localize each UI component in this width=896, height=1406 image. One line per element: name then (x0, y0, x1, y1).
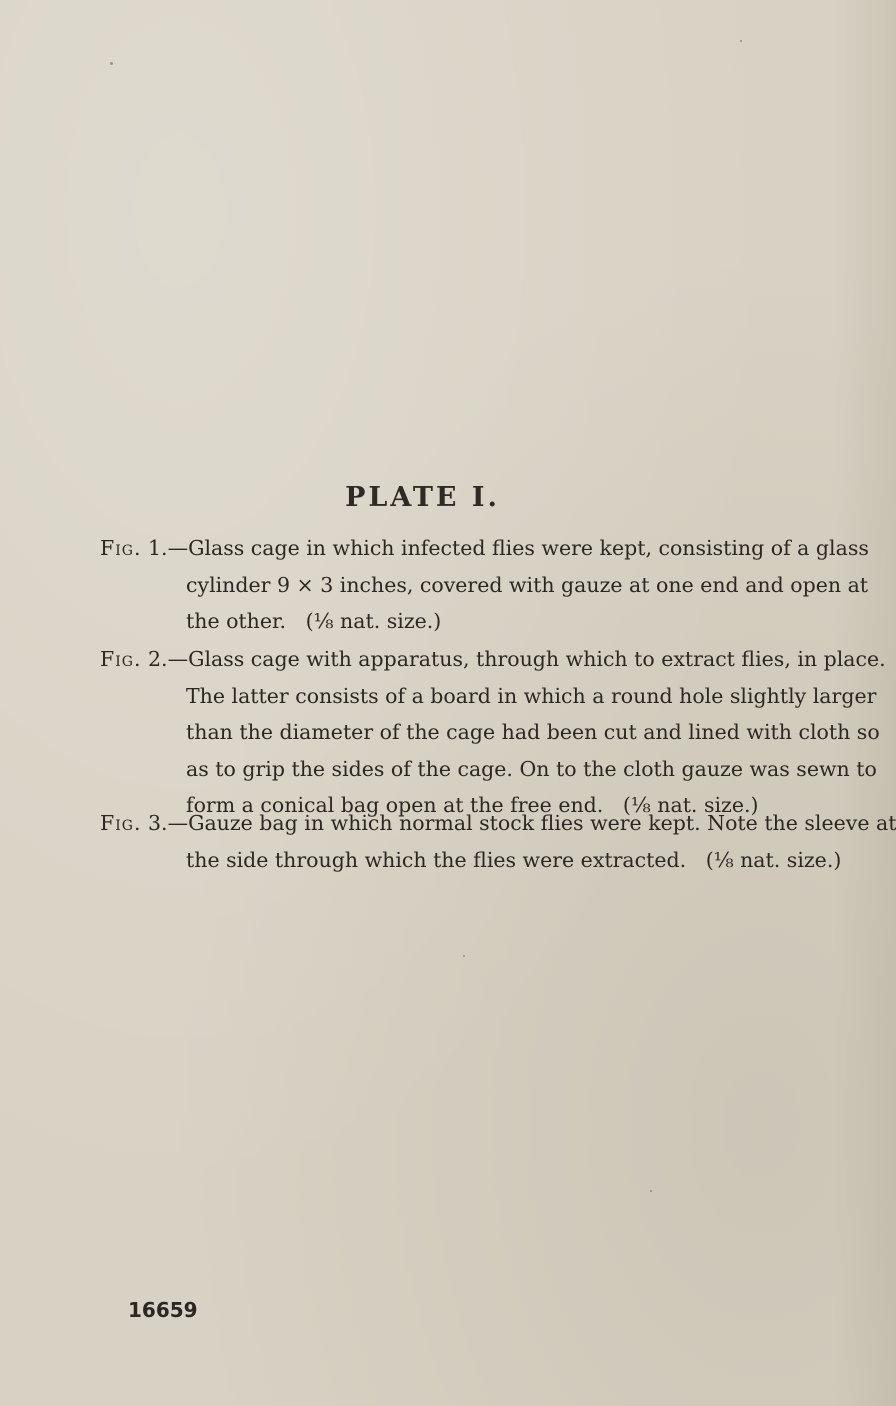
figure-number: 1. (148, 536, 168, 560)
paper-speck (650, 1190, 652, 1192)
caption-text: nat. size.) (657, 793, 759, 817)
figure-number: 2. (148, 647, 168, 671)
caption-text: form a conical bag open at the free end. (186, 793, 604, 817)
plate-title: PLATE I. (345, 482, 500, 513)
scale-fraction: (⅛ (305, 609, 334, 633)
caption-text: —Glass cage in which infected flies were kept, consisting of a glass (167, 536, 869, 560)
caption-text: the other. (186, 609, 287, 633)
figure-caption-3 (100, 805, 896, 878)
scale-fraction: (⅛ (705, 847, 734, 872)
figure-label: Fig. (100, 811, 142, 835)
figure-label: Fig. (100, 647, 142, 671)
caption-line (100, 641, 886, 678)
caption-line: cylinder 9 × 3 inches, covered with gauze at one end and open at (186, 572, 869, 597)
figure-number: 3. (148, 811, 168, 835)
caption-text: the side through which the flies were extracted. (186, 847, 687, 872)
caption-line (100, 603, 762, 640)
caption-line (100, 842, 842, 879)
caption-text: —Gauze bag in which normal stock flies were kept. Note the sleeve at (167, 811, 896, 835)
caption-line (100, 530, 869, 567)
caption-line: as to grip the sides of the cage. On to the cloth gauze was sewn to (186, 756, 877, 781)
figure-caption-1 (100, 530, 869, 640)
caption-line: than the diameter of the cage had been cut and lined with cloth so (186, 720, 880, 744)
caption-text: nat. size.) (340, 609, 442, 633)
paper-speck (740, 40, 742, 42)
page-number: 16659 (128, 1298, 198, 1322)
paper-speck (463, 955, 465, 957)
paper-speck (110, 62, 113, 65)
caption-text: nat. size.) (740, 847, 842, 872)
figure-label: Fig. (100, 536, 142, 560)
caption-text: —Glass cage with apparatus, through which to extract flies, in place. (167, 647, 886, 671)
scale-fraction: (⅛ (622, 793, 651, 817)
caption-line (100, 805, 896, 842)
caption-line: The latter consists of a board in which a round hole slightly larger (186, 683, 877, 708)
